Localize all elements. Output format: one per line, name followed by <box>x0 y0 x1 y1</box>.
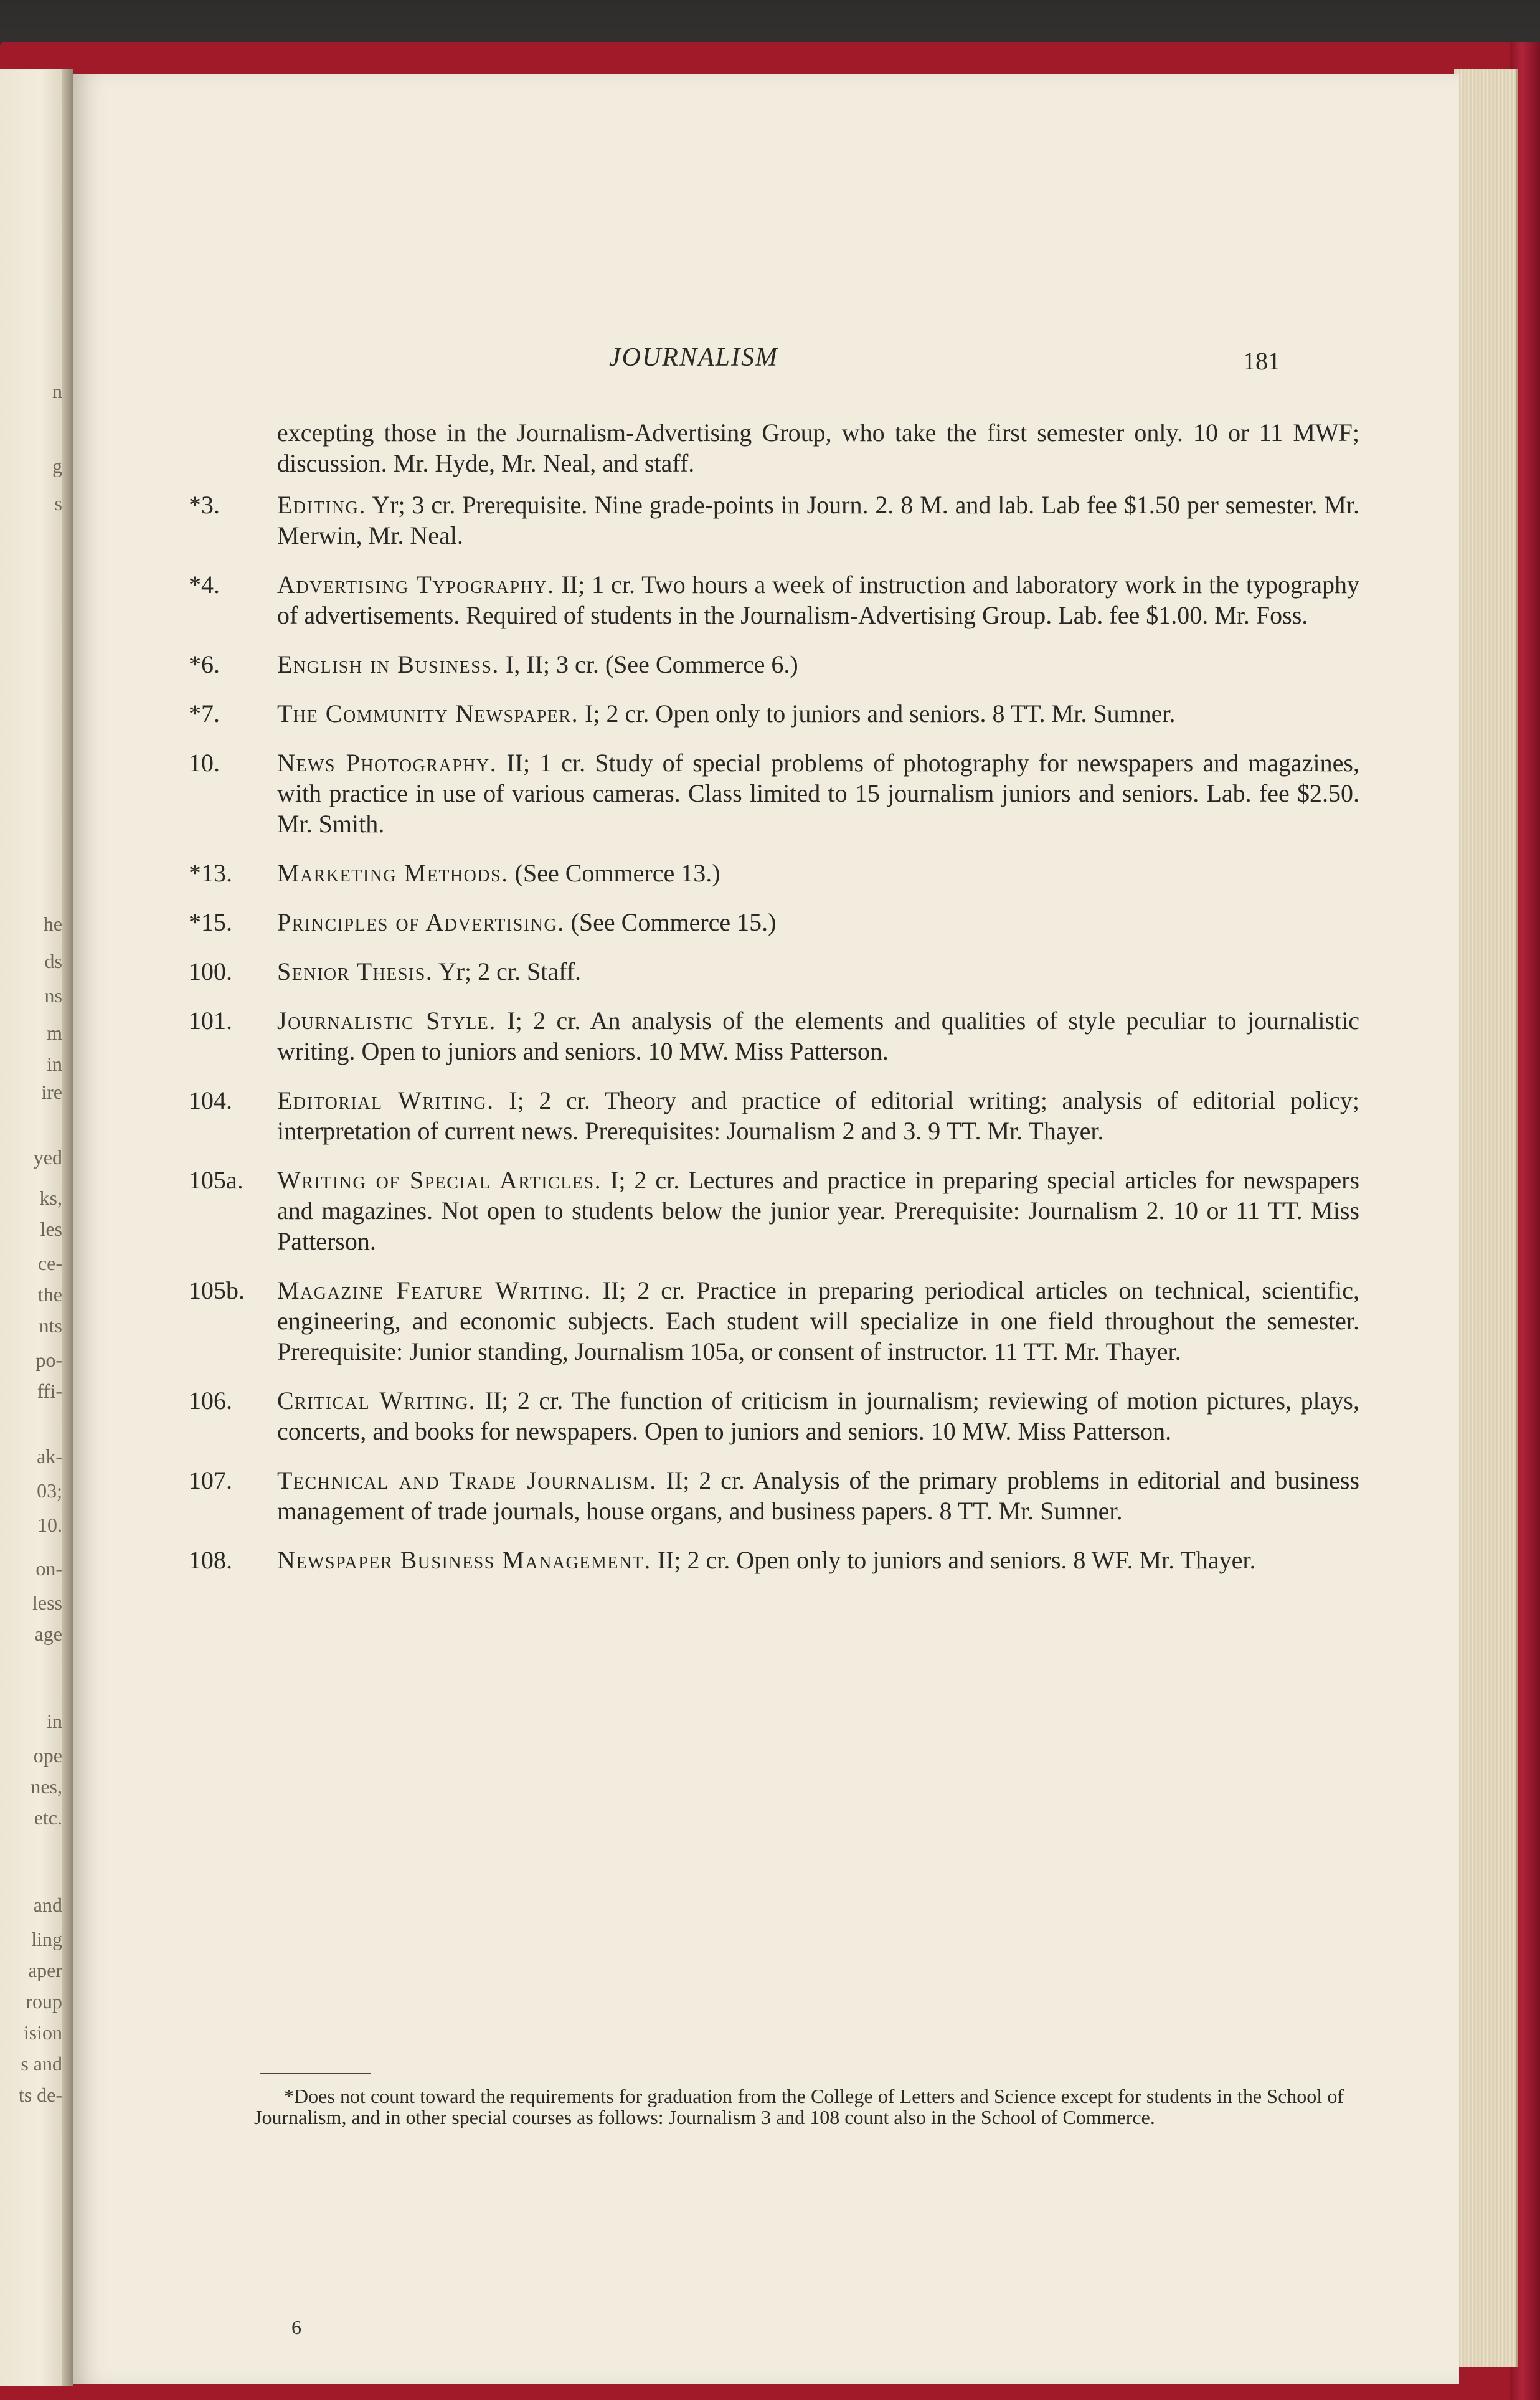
course-description: (See Commerce 13.) <box>514 859 720 887</box>
course-entry <box>189 747 1359 839</box>
course-number: 100. <box>189 957 232 985</box>
facing-page-sliver <box>0 69 67 2386</box>
facing-page-fragment: ks, <box>39 1187 62 1209</box>
course-description: (See Commerce 15.) <box>570 908 777 936</box>
facing-page-fragment: s and <box>21 2052 62 2075</box>
course-number: 108. <box>189 1546 232 1574</box>
facing-page-fragment: nts <box>39 1314 62 1337</box>
facing-page-fragment: ffi- <box>37 1380 62 1402</box>
course-entry <box>189 1545 1359 1575</box>
course-entry <box>189 858 1359 888</box>
course-description: II; 2 cr. Analysis of the primary problems in editorial and business management of trade journals, house organs, and business papers. 8 TT. Mr. Sumner. <box>277 1466 1360 1525</box>
course-entry <box>189 490 1359 551</box>
facing-page-fragment: aper <box>27 1959 62 1981</box>
course-description: I; 2 cr. Theory and practice of editorial writing; analysis of editorial policy; interpretation of current news. Prerequisites: Journalism 2 and 3. 9 TT. Mr. Thayer. <box>277 1086 1359 1145</box>
course-number: *4. <box>189 571 220 599</box>
course-title: Principles of Advertising. <box>277 908 565 936</box>
facing-page-fragment: ire <box>41 1081 62 1103</box>
facing-page-fragment: in <box>47 1053 62 1075</box>
facing-page-fragment: ns <box>44 984 62 1007</box>
facing-page-fragment: the <box>37 1283 62 1306</box>
facing-page-fragment: ope <box>33 1744 62 1767</box>
course-description: II; 1 cr. Study of special problems of photography for newspapers and magazines, with practice in use of various cameras. Class limited to 15 journalism juniors and seniors. Lab. fee $2.50. Mr. Smith. <box>277 749 1359 838</box>
course-entry <box>189 1005 1359 1066</box>
signature-mark: 6 <box>291 2316 301 2338</box>
course-number: *3. <box>189 491 220 519</box>
continued-paragraph: excepting those in the Journalism-Advertising Group, who take the first semester only. 10 or 11 MWF; discussion. Mr. Hyde, Mr. Neal, and staff. <box>277 419 1359 477</box>
course-number: 10. <box>189 749 220 777</box>
course-description: I, II; 3 cr. (See Commerce 6.) <box>505 650 798 678</box>
footnote: *Does not count toward the requirements for graduation from the College of Letters and Science except for students in the School of Journalism, and in other special courses as follows: Journalism 3 and 108 count also in the School of Commerce. <box>254 2085 1344 2128</box>
facing-page-fragment: ce- <box>37 1252 62 1274</box>
running-head: JOURNALISM <box>609 343 778 372</box>
page-number: 181 <box>1243 347 1280 375</box>
facing-page-fragment: m <box>47 1022 62 1044</box>
facing-page-fragment: less <box>32 1591 62 1614</box>
course-list <box>189 490 1359 1575</box>
course-number: 105a. <box>189 1166 243 1194</box>
page-block-edges <box>1454 69 1518 2367</box>
course-description: I; 2 cr. An analysis of the elements and qualities of style peculiar to journalistic writing. Open to juniors and seniors. 10 MW. Miss Patterson. <box>277 1007 1359 1065</box>
course-description: II; 2 cr. The function of criticism in journalism; reviewing of motion pictures, plays, concerts, and books for newspapers. Open to juniors and seniors. 10 MW. Miss Patterson. <box>277 1387 1359 1445</box>
course-title: Editing. <box>277 491 366 519</box>
course-entry <box>189 569 1359 630</box>
course-listing <box>189 417 1359 1594</box>
course-description: II; 1 cr. Two hours a week of instruction and laboratory work in the typography of advertisements. Required of students in the Journalism-Advertising Group. Lab. fee $1.00. Mr. Foss. <box>277 571 1360 629</box>
course-title: News Photography. <box>277 749 498 777</box>
course-title: English in Business. <box>277 650 499 678</box>
course-number: *13. <box>189 859 232 887</box>
course-title: Newspaper Business Management. <box>277 1546 651 1574</box>
course-number: *7. <box>189 700 220 728</box>
course-number: 104. <box>189 1086 232 1114</box>
facing-page-fragment: ds <box>44 950 62 972</box>
course-entry <box>189 649 1359 680</box>
facing-page-fragment: age <box>34 1623 62 1645</box>
course-entry <box>189 1385 1359 1446</box>
facing-page-fragment: g <box>52 455 62 477</box>
course-description: Yr; 3 cr. Prerequisite. Nine grade-points in Journ. 2. 8 M. and lab. Lab fee $1.50 per semester. Mr. Merwin, Mr. Neal. <box>277 491 1360 549</box>
course-number: 107. <box>189 1466 232 1494</box>
facing-page-fragment: po- <box>35 1349 62 1371</box>
book-page <box>73 74 1459 2384</box>
facing-page-fragment: and <box>33 1894 62 1916</box>
course-number: 106. <box>189 1387 232 1415</box>
facing-page-fragment: ak- <box>37 1445 62 1468</box>
facing-page-fragment: 10. <box>37 1514 62 1536</box>
course-title: The Community Newspaper. <box>277 700 579 728</box>
course-title: Critical Writing. <box>277 1387 476 1415</box>
course-title: Marketing Methods. <box>277 859 509 887</box>
facing-page-fragment: les <box>40 1218 62 1240</box>
facing-page-fragment: yed <box>33 1146 62 1169</box>
facing-page-fragment: he <box>43 913 62 935</box>
course-entry <box>189 1465 1359 1526</box>
course-entry <box>189 1275 1359 1367</box>
course-description: II; 2 cr. Practice in preparing periodical articles on technical, scientific, engineering, and economic subjects. Each student will specialize in one field throughout the semester. Prerequisite: Junior standing, Journalism 105a, or consent of instructor. 11 TT. Mr. Thayer. <box>277 1276 1360 1365</box>
course-number: *15. <box>189 908 232 936</box>
facing-page-fragment: n <box>52 380 62 402</box>
facing-page-fragment: ision <box>23 2021 62 2044</box>
course-title: Editorial Writing. <box>277 1086 494 1114</box>
course-entry <box>189 956 1359 987</box>
facing-page-fragment: nes, <box>31 1775 62 1798</box>
footnote-rule <box>260 2073 371 2074</box>
course-title: Writing of Special Articles. <box>277 1166 602 1194</box>
course-entry <box>189 1165 1359 1256</box>
course-description: I; 2 cr. Lectures and practice in preparing special articles for newspapers and magazines. Not open to students below the junior year. Prerequisite: Journalism 2. 10 or 11 TT. Miss Patterson. <box>277 1166 1359 1255</box>
facing-page-fragment: roup <box>26 1990 62 2013</box>
course-number: 105b. <box>189 1276 245 1304</box>
course-description: I; 2 cr. Open only to juniors and seniors. 8 TT. Mr. Sumner. <box>585 700 1176 728</box>
facing-page-fragment: in <box>47 1710 62 1732</box>
course-description: Yr; 2 cr. Staff. <box>438 957 582 985</box>
course-number: *6. <box>189 650 220 678</box>
course-title: Technical and Trade Journalism. <box>277 1466 657 1494</box>
page-gutter <box>62 69 73 2386</box>
course-description: II; 2 cr. Open only to juniors and seniors. 8 WF. Mr. Thayer. <box>657 1546 1256 1574</box>
course-title: Journalistic Style. <box>277 1007 496 1035</box>
course-title: Senior Thesis. <box>277 957 433 985</box>
facing-page-fragment: etc. <box>34 1806 62 1829</box>
facing-page-fragment: s <box>54 492 62 515</box>
page-header <box>73 343 1459 380</box>
course-entry <box>189 698 1359 729</box>
facing-page-fragment: ling <box>31 1928 62 1950</box>
course-title: Magazine Feature Writing. <box>277 1276 592 1304</box>
facing-page-fragment: on- <box>35 1557 62 1580</box>
course-title: Advertising Typography. <box>277 571 555 599</box>
course-number: 101. <box>189 1007 232 1035</box>
course-entry <box>189 907 1359 937</box>
facing-page-fragment: 03; <box>37 1479 62 1502</box>
course-entry <box>189 1085 1359 1146</box>
facing-page-fragment: ts de- <box>18 2084 62 2106</box>
